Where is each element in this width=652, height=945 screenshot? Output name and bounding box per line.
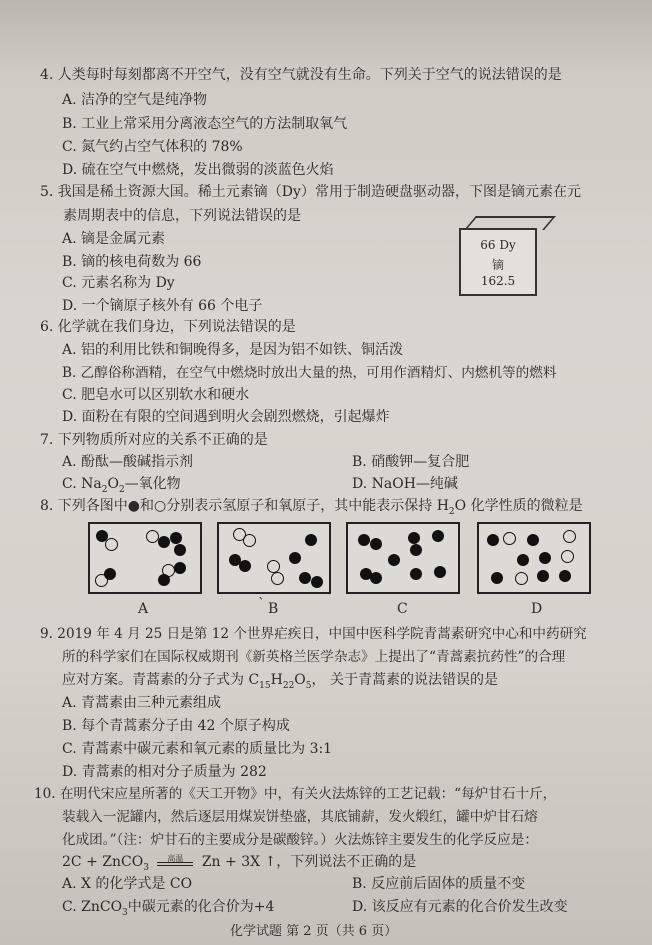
- q4-option-a: A. 洁净的空气是纯净物: [62, 92, 208, 108]
- diagram-d: [477, 522, 591, 594]
- diagram-label-a: A: [138, 601, 149, 617]
- q6-option-a: A. 铝的利用比铁和铜晚得多，是因为铝不如铁、铜活泼: [62, 342, 404, 358]
- q7-stem: 7. 下列物质所对应的关系不正确的是: [40, 432, 268, 448]
- q7-option-b: B. 硝酸钾—复合肥: [352, 454, 470, 470]
- q8-stem: 8. 下列各图中●和○分别表示氢原子和氧原子，其中能表示保持 $H_2O$ 化学性质的微粒是: [40, 498, 583, 517]
- q9-option-b: B. 每个青蒿素分子由 42 个原子构成: [62, 718, 290, 734]
- element-number-symbol: 66 Dy: [480, 238, 516, 252]
- q5-stem-line1: 5. 我国是稀土资源大国。稀土元素镝（Dy）常用于制造硬盘驱动器，下图是镝元素在元: [40, 184, 581, 200]
- q10-option-b: B. 反应前后固体的质量不变: [352, 876, 526, 892]
- q7-option-a: A. 酚酞—酸碱指示剂: [62, 454, 194, 470]
- q10-equation: 2C + ZnCO$_3$ 高温 Zn + 3X ↑，下列说法不正确的是: [62, 853, 416, 877]
- q7-option-d: D. NaOH—纯碱: [352, 476, 458, 492]
- diagram-tick: `: [258, 596, 265, 612]
- q9-option-c: C. 青蒿素中碳元素和氧元素的质量比为 3:1: [62, 741, 333, 757]
- q10-stem-line2: 装载入一泥罐内，然后逐层用煤炭饼垫盛，其底铺薪，发火煅红，罐中炉甘石熔: [62, 809, 538, 825]
- diagram-label-d: D: [531, 601, 543, 617]
- q5-option-d: D. 一个镝原子核外有 66 个电子: [62, 298, 263, 314]
- q9-option-a: A. 青蒿素由三种元素组成: [62, 695, 222, 711]
- q5-option-a: A. 镝是金属元素: [62, 231, 166, 247]
- q10-option-c: C. ZnCO$_3$中碳元素的化合价为+4: [62, 899, 275, 918]
- diagram-label-c: C: [397, 601, 408, 617]
- q9-stem-line3: 应对方案。青蒿素的分子式为 $C_{15}H_{22}O_5$， 关于青蒿素的说法错误的是: [62, 672, 498, 691]
- page-footer: 化学试题 第 2 页（共 6 页）: [230, 924, 398, 939]
- q6-option-b: B. 乙醇俗称酒精，在空气中燃烧时放出大量的热，可用作酒精灯、内燃机等的燃料: [62, 365, 557, 381]
- q4-option-c: C. 氮气约占空气体积的 78%: [62, 139, 243, 155]
- element-name: 镝: [491, 258, 504, 272]
- q4-option-b: B. 工业上常采用分离液态空气的方法制取氧气: [62, 116, 348, 132]
- q7-option-c: C. $Na_2O_2—$氧化物: [62, 476, 181, 495]
- diagram-c: [346, 522, 460, 594]
- reaction-condition: 高温: [167, 854, 184, 863]
- q5-option-c: C. 元素名称为 Dy: [62, 275, 175, 291]
- q6-option-d: D. 面粉在有限的空间遇到明火会剧烈燃烧，引起爆炸: [62, 409, 390, 425]
- q10-option-d: D. 该反应有元素的化合价发生改变: [352, 899, 568, 915]
- diagram-label-b: B: [268, 601, 279, 617]
- diagram-a: [88, 522, 202, 594]
- q10-stem-line3: 化成团。”（注：炉甘石的主要成分是碳酸锌。）火法炼锌主要发生的化学反应是：: [62, 832, 538, 848]
- diagram-b: [217, 522, 331, 594]
- q10-stem-line1: 10. 在明代宋应星所著的《天工开物》中，有关火法炼锌的工艺记载：“每炉甘石十斤，: [34, 786, 557, 802]
- q9-stem-line2: 所的科学家们在国际权威期刊《新英格兰医学杂志》上提出了“青蒿素抗药性”的合理: [62, 649, 566, 665]
- element-mass: 162.5: [480, 274, 516, 288]
- q6-stem: 6. 化学就在我们身边，下列说法错误的是: [40, 319, 296, 335]
- q4-option-d: D. 硫在空气中燃烧，发出微弱的淡蓝色火焰: [62, 162, 334, 178]
- q5-stem-line2: 素周期表中的信息，下列说法错误的是: [63, 208, 301, 224]
- q6-option-c: C. 肥皂水可以区别软水和硬水: [62, 387, 250, 403]
- q10-option-a: A. X 的化学式是 CO: [62, 876, 193, 892]
- q9-option-d: D. 青蒿素的相对分子质量为 282: [62, 764, 267, 780]
- q4-stem: 4. 人类每时每刻都离不开空气，没有空气就没有生命。下列关于空气的说法错误的是: [40, 67, 562, 83]
- element-info-box: [459, 228, 537, 296]
- q5-option-b: B. 镝的核电荷数为 66: [62, 254, 202, 270]
- q9-stem-line1: 9. 2019 年 4 月 25 日是第 12 个世界疟疾日，中国中医科学院青蒿素研究中心和中药研究: [40, 626, 587, 642]
